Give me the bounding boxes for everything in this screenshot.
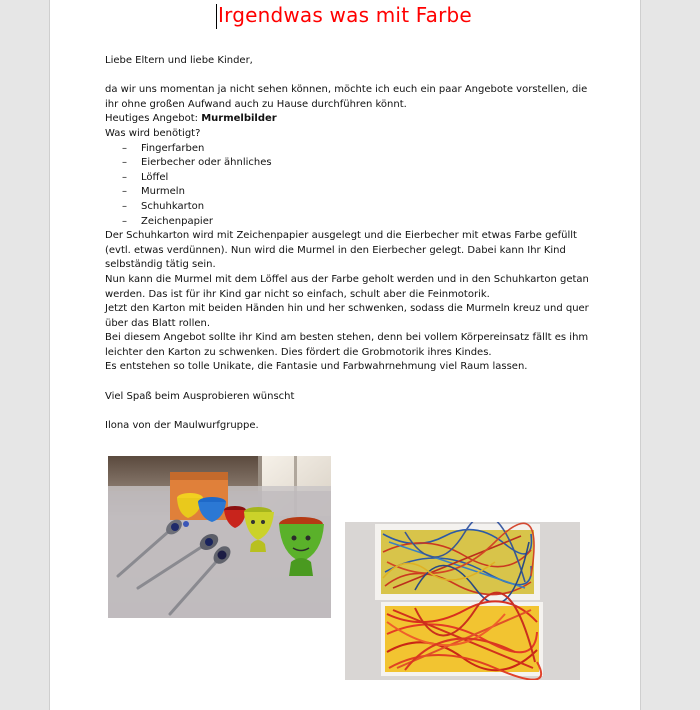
material-text: Schuhkarton <box>141 200 205 212</box>
closing-line: Viel Spaß beim Ausprobieren wünscht <box>105 390 295 402</box>
document-body[interactable] <box>105 54 595 433</box>
material-text: Zeichenpapier <box>141 215 213 227</box>
dash-bullet: – <box>122 157 127 169</box>
document-title[interactable]: Irgendwas was mit Farbe <box>218 3 472 27</box>
dash-bullet: – <box>122 215 127 227</box>
dash-bullet: – <box>122 186 127 198</box>
instruction-paragraph: Jetzt den Karton mit beiden Händen hin und her schwenken, sodass die Murmeln kreuz und quer über das Blatt rollen. <box>105 303 589 329</box>
list-item <box>105 171 595 186</box>
marble-paintings-photo[interactable] <box>345 522 580 680</box>
material-text: Fingerfarben <box>141 142 205 154</box>
list-item <box>105 185 595 200</box>
material-text: Löffel <box>141 171 169 183</box>
offer-line <box>105 112 595 127</box>
list-item <box>105 142 595 157</box>
list-item <box>105 215 595 230</box>
instruction-paragraph: Der Schuhkarton wird mit Zeichenpapier ausgelegt und die Eierbecher mit etwas Farbe gefüllt (evtl. etwas verdünnen). Nun wird die Murmel in den Eierbecher gelegt. Dabei kann Ihr Kind selbständig tätig sein. <box>105 230 577 271</box>
list-item <box>105 156 595 171</box>
materials-list <box>105 142 595 230</box>
instruction-paragraph: Nun kann die Murmel mit dem Löffel aus der Farbe geholt werden und in den Schuhkarton getan werden. Das ist für ihr Kind gar nicht so einfach, schult aber die Feinmotorik. <box>105 273 589 300</box>
offer-label: Heutiges Angebot: <box>105 113 202 125</box>
material-text: Eierbecher oder ähnliches <box>141 157 272 169</box>
intro-paragraph: da wir uns momentan ja nicht sehen können, möchte ich euch ein paar Angebote vorstellen, die ihr ohne großen Aufwand auch zu Hause durchführen könnt. <box>105 84 588 110</box>
dash-bullet: – <box>122 171 127 183</box>
instruction-paragraph: Es entstehen so tolle Unikate, die Fantasie und Farbwahrnehmung viel Raum lassen. <box>105 361 528 373</box>
material-text: Murmeln <box>141 186 185 198</box>
greeting: Liebe Eltern und liebe Kinder, <box>105 55 253 66</box>
offer-name: Murmelbilder <box>201 113 277 125</box>
egg-cups-photo[interactable] <box>108 456 331 618</box>
dash-bullet: – <box>122 200 127 212</box>
text-cursor <box>216 4 217 29</box>
needed-label: Was wird benötigt? <box>105 127 201 139</box>
dash-bullet: – <box>122 142 127 154</box>
signature: Ilona von der Maulwurfgruppe. <box>105 419 259 431</box>
instruction-paragraph: Bei diesem Angebot sollte ihr Kind am besten stehen, denn bei vollem Körpereinsatz fällt es ihm leichter den Karton zu schwenken. Dies fördert die Grobmotorik ihres Kindes. <box>105 332 589 358</box>
list-item <box>105 200 595 215</box>
